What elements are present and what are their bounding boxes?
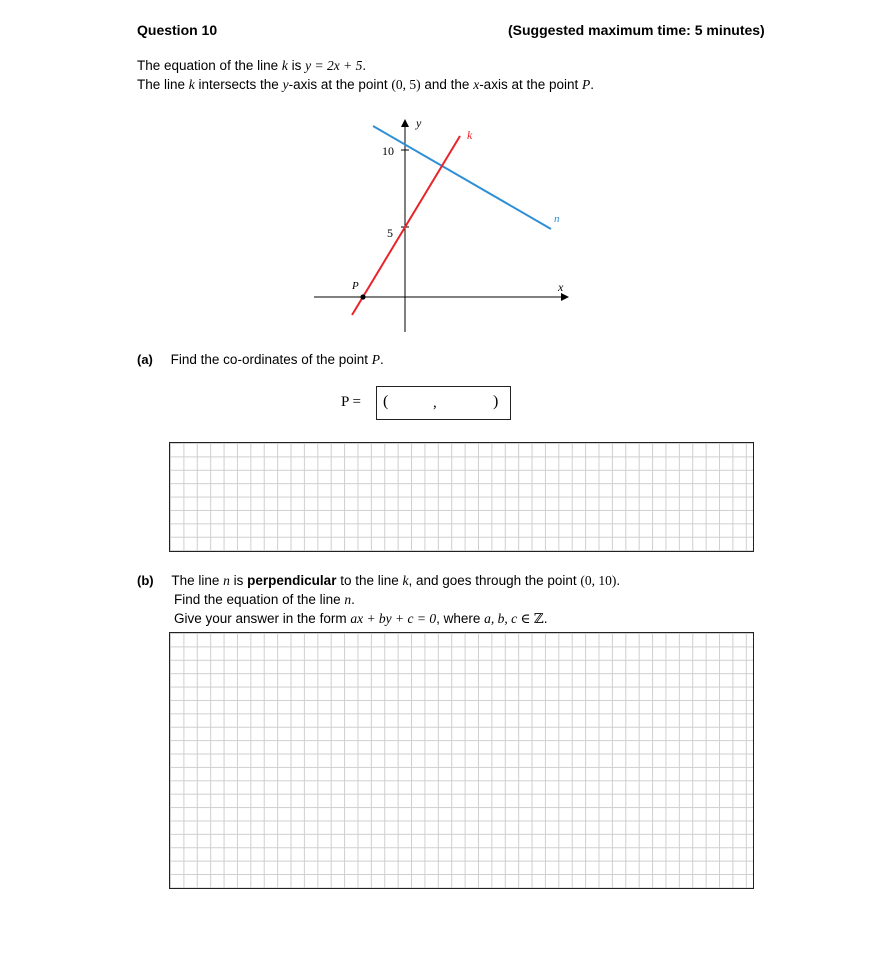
part-b-text: . <box>543 611 548 626</box>
part-b-text: to the line <box>336 573 403 588</box>
var-n: n <box>344 592 352 607</box>
var-n: n <box>223 573 230 588</box>
part-b-text: is <box>229 573 248 588</box>
part-a-text: . <box>380 352 384 367</box>
var-k: k <box>281 58 288 73</box>
var-k: k <box>402 573 409 588</box>
part-b-text: Find the equation of the line <box>174 592 345 607</box>
part-b-line-1 <box>137 571 620 590</box>
intro-text: and the <box>420 77 474 92</box>
intro-text: is <box>287 58 306 73</box>
part-b-text: . <box>616 573 621 588</box>
part-b-line-3 <box>174 609 548 628</box>
perpendicular-bold: perpendicular <box>247 573 337 588</box>
integers-symbol: ℤ <box>533 611 544 626</box>
part-a-work-grid[interactable] <box>169 442 754 552</box>
line-graph <box>300 108 590 336</box>
part-b-text: , where <box>436 611 485 626</box>
part-b-work-grid[interactable] <box>169 632 754 889</box>
coefficients: a, b, c <box>484 611 518 626</box>
equation-k: y = 2x + 5 <box>305 58 363 73</box>
intro-text: -axis at the point <box>288 77 392 92</box>
intro-text: intersects the <box>194 77 283 92</box>
part-b-text: , and goes through the point <box>408 573 581 588</box>
intro-line-1 <box>137 56 366 75</box>
part-b-text: The line <box>171 573 224 588</box>
answer-prefix: P = <box>341 394 361 410</box>
var-y: y <box>282 77 289 92</box>
line-n-label: n <box>554 213 560 225</box>
point-P-marker <box>360 294 365 299</box>
intro-text: The line <box>137 77 189 92</box>
var-P: P <box>371 352 381 367</box>
line-k <box>352 136 460 315</box>
part-b-line-2 <box>174 590 355 609</box>
coordinate-answer-box[interactable] <box>376 386 511 420</box>
intro-line-2 <box>137 75 594 94</box>
equation-form: ax + by + c = 0 <box>350 611 437 626</box>
part-a-text: Find the co-ordinates of the point <box>170 352 372 367</box>
var-k: k <box>188 77 195 92</box>
time-note: (Suggested maximum time: 5 minutes) <box>508 22 765 38</box>
tick-5-label: 5 <box>387 226 393 240</box>
open-paren: ( <box>383 393 389 410</box>
intro-text: -axis at the point <box>479 77 582 92</box>
tick-10-label: 10 <box>382 144 394 158</box>
comma: , <box>433 395 437 411</box>
var-x: x <box>473 77 480 92</box>
intro-text: . <box>362 58 367 73</box>
question-title: Question 10 <box>137 22 218 38</box>
close-paren: ) <box>493 393 499 410</box>
x-axis-label: x <box>558 280 564 294</box>
var-P: P <box>582 77 591 92</box>
line-n <box>373 126 551 229</box>
point-0-10: (0, 10) <box>580 573 617 588</box>
element-of-symbol: ∈ <box>517 611 534 626</box>
y-axis-label: y <box>416 116 422 130</box>
line-k-label: k <box>467 128 473 142</box>
part-b-text: Give your answer in the form <box>174 611 351 626</box>
part-b-label: (b) <box>137 573 154 588</box>
point-P-label: P <box>352 280 359 292</box>
part-a-label: (a) <box>137 352 153 367</box>
part-b-text: . <box>351 592 355 607</box>
intro-text: . <box>590 77 595 92</box>
point-0-5: (0, 5) <box>391 77 421 92</box>
part-a-prompt <box>137 350 384 369</box>
intro-text: The equation of the line <box>137 58 282 73</box>
